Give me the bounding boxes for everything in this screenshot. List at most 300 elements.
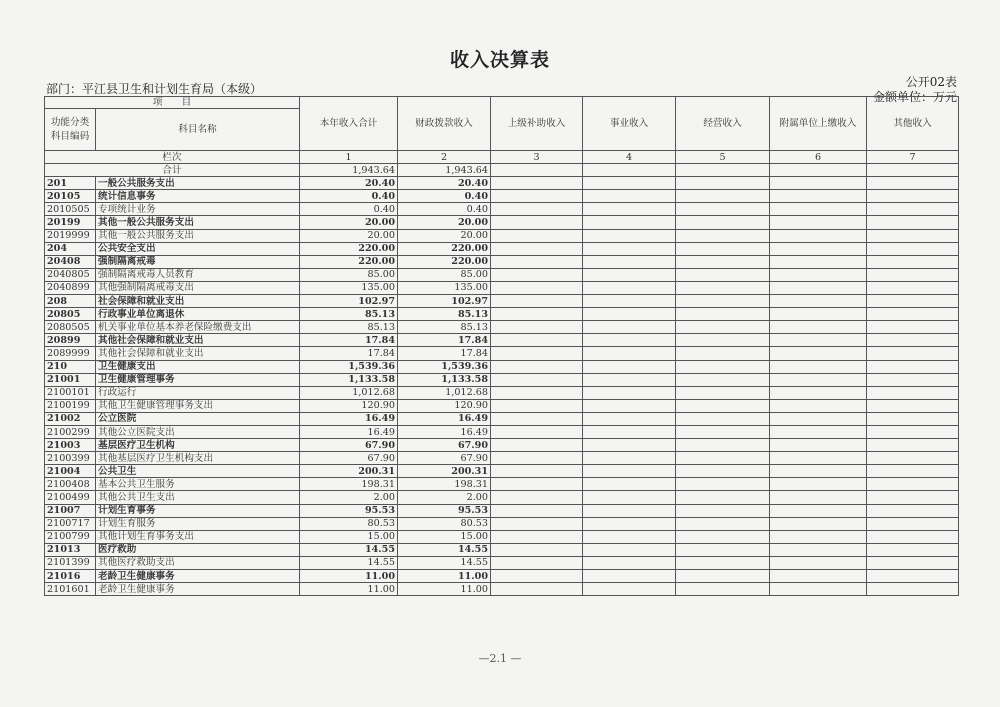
- row-value-4: [583, 439, 676, 452]
- row-value-3: [491, 360, 583, 373]
- row-value-6: [770, 242, 867, 255]
- row-value-7: [867, 373, 959, 386]
- row-name: 老龄卫生健康事务: [96, 583, 300, 596]
- row-code: 20199: [45, 216, 96, 229]
- row-value-5: [676, 570, 770, 583]
- row-value-7: [867, 190, 959, 203]
- total-label: 合计: [45, 164, 300, 177]
- row-name: 老龄卫生健康事务: [96, 570, 300, 583]
- row-value-4: [583, 491, 676, 504]
- row-name: 其他公立医院支出: [96, 425, 300, 438]
- row-value-5: [676, 281, 770, 294]
- row-value-7: [867, 465, 959, 478]
- row-value-4: [583, 295, 676, 308]
- row-value-1: 20.00: [300, 216, 398, 229]
- row-code: 2101601: [45, 583, 96, 596]
- row-name: 其他医疗救助支出: [96, 556, 300, 569]
- row-value-7: [867, 229, 959, 242]
- row-value-6: [770, 425, 867, 438]
- row-value-2: 85.00: [398, 268, 491, 281]
- row-code: 2101399: [45, 556, 96, 569]
- row-name: 强制隔离戒毒人员教育: [96, 268, 300, 281]
- row-value-6: [770, 216, 867, 229]
- row-value-6: [770, 360, 867, 373]
- table-row: [45, 504, 959, 517]
- row-code: 204: [45, 242, 96, 255]
- row-value-5: [676, 583, 770, 596]
- row-value-4: [583, 268, 676, 281]
- row-code: 2100101: [45, 386, 96, 399]
- row-value-2: 16.49: [398, 412, 491, 425]
- row-value-2: 11.00: [398, 583, 491, 596]
- table-row: [45, 203, 959, 216]
- row-value-7: [867, 281, 959, 294]
- row-value-1: 20.00: [300, 229, 398, 242]
- row-code: 20408: [45, 255, 96, 268]
- table-row: [45, 452, 959, 465]
- row-value-3: [491, 412, 583, 425]
- table-row: [45, 229, 959, 242]
- row-value-2: 11.00: [398, 570, 491, 583]
- row-value-1: 85.13: [300, 321, 398, 334]
- header-col-7: 其他收入: [867, 97, 959, 151]
- row-name: 社会保障和就业支出: [96, 295, 300, 308]
- row-value-1: 11.00: [300, 583, 398, 596]
- row-value-5: [676, 177, 770, 190]
- row-code: 21001: [45, 373, 96, 386]
- col-number-6: 6: [770, 151, 867, 164]
- page-number: —2.1 —: [478, 652, 522, 665]
- row-name: 其他卫生健康管理事务支出: [96, 399, 300, 412]
- income-table: [44, 96, 959, 596]
- row-value-1: 14.55: [300, 556, 398, 569]
- row-value-1: 80.53: [300, 517, 398, 530]
- row-name: 其他计划生育事务支出: [96, 530, 300, 543]
- row-value-5: [676, 465, 770, 478]
- col-number-4: 4: [583, 151, 676, 164]
- row-value-4: [583, 347, 676, 360]
- table-row: [45, 177, 959, 190]
- row-value-2: 85.13: [398, 308, 491, 321]
- total-row: [45, 164, 959, 177]
- row-value-1: 1,133.58: [300, 373, 398, 386]
- row-value-1: 2.00: [300, 491, 398, 504]
- table-row: [45, 321, 959, 334]
- row-value-1: 85.00: [300, 268, 398, 281]
- row-value-4: [583, 570, 676, 583]
- row-value-5: [676, 439, 770, 452]
- row-value-1: 11.00: [300, 570, 398, 583]
- row-name: 计划生育服务: [96, 517, 300, 530]
- row-name: 卫生健康管理事务: [96, 373, 300, 386]
- row-value-4: [583, 229, 676, 242]
- row-value-3: [491, 583, 583, 596]
- row-value-7: [867, 412, 959, 425]
- col-number-1: 1: [300, 151, 398, 164]
- row-name: 其他公共卫生支出: [96, 491, 300, 504]
- row-value-4: [583, 190, 676, 203]
- row-value-3: [491, 452, 583, 465]
- total-value-4: [583, 164, 676, 177]
- row-name: 其他基层医疗卫生机构支出: [96, 452, 300, 465]
- table-row: [45, 412, 959, 425]
- row-value-2: 1,539.36: [398, 360, 491, 373]
- row-value-2: 220.00: [398, 242, 491, 255]
- row-code: 21016: [45, 570, 96, 583]
- header-subject-name: 科目名称: [96, 109, 300, 151]
- department-label: 部门：平江县卫生和计划生育局（本级）: [46, 82, 263, 96]
- table-row: [45, 556, 959, 569]
- row-name: 其他强制隔离戒毒支出: [96, 281, 300, 294]
- row-value-3: [491, 517, 583, 530]
- row-value-4: [583, 583, 676, 596]
- row-value-4: [583, 334, 676, 347]
- header-lanci: 栏次: [45, 151, 300, 164]
- row-value-6: [770, 491, 867, 504]
- row-value-5: [676, 347, 770, 360]
- row-value-5: [676, 530, 770, 543]
- row-code: 208: [45, 295, 96, 308]
- row-value-7: [867, 347, 959, 360]
- row-name: 卫生健康支出: [96, 360, 300, 373]
- row-value-2: 1,133.58: [398, 373, 491, 386]
- row-value-5: [676, 268, 770, 281]
- table-row: [45, 439, 959, 452]
- row-name: 基本公共卫生服务: [96, 478, 300, 491]
- row-value-2: 220.00: [398, 255, 491, 268]
- header-col-5: 经营收入: [676, 97, 770, 151]
- row-value-3: [491, 347, 583, 360]
- row-name: 专项统计业务: [96, 203, 300, 216]
- row-value-3: [491, 425, 583, 438]
- row-value-6: [770, 268, 867, 281]
- row-value-7: [867, 308, 959, 321]
- row-value-3: [491, 190, 583, 203]
- table-row: [45, 190, 959, 203]
- row-code: 201: [45, 177, 96, 190]
- row-value-2: 1,012.68: [398, 386, 491, 399]
- row-value-5: [676, 308, 770, 321]
- row-value-3: [491, 255, 583, 268]
- row-name: 行政运行: [96, 386, 300, 399]
- row-value-1: 0.40: [300, 203, 398, 216]
- row-value-3: [491, 399, 583, 412]
- row-value-7: [867, 570, 959, 583]
- row-value-2: 135.00: [398, 281, 491, 294]
- row-value-4: [583, 308, 676, 321]
- row-value-4: [583, 412, 676, 425]
- row-value-7: [867, 478, 959, 491]
- table-row: [45, 268, 959, 281]
- row-value-4: [583, 255, 676, 268]
- row-value-5: [676, 229, 770, 242]
- row-value-3: [491, 478, 583, 491]
- row-value-7: [867, 399, 959, 412]
- table-row: [45, 491, 959, 504]
- row-code: 2100799: [45, 530, 96, 543]
- row-value-2: 80.53: [398, 517, 491, 530]
- row-value-6: [770, 517, 867, 530]
- row-code: 20805: [45, 308, 96, 321]
- row-value-3: [491, 295, 583, 308]
- row-name: 公共安全支出: [96, 242, 300, 255]
- row-value-5: [676, 255, 770, 268]
- table-row: [45, 360, 959, 373]
- row-value-3: [491, 439, 583, 452]
- row-value-1: 17.84: [300, 334, 398, 347]
- row-code: 2100199: [45, 399, 96, 412]
- row-value-3: [491, 177, 583, 190]
- row-value-6: [770, 570, 867, 583]
- row-value-1: 67.90: [300, 452, 398, 465]
- row-name: 机关事业单位基本养老保险缴费支出: [96, 321, 300, 334]
- row-code: 21003: [45, 439, 96, 452]
- header-item: 项 目: [45, 97, 300, 109]
- row-value-1: 95.53: [300, 504, 398, 517]
- row-value-6: [770, 281, 867, 294]
- row-value-3: [491, 373, 583, 386]
- row-value-4: [583, 517, 676, 530]
- row-value-1: 1,012.68: [300, 386, 398, 399]
- row-value-6: [770, 543, 867, 556]
- row-name: 计划生育事务: [96, 504, 300, 517]
- row-value-1: 14.55: [300, 543, 398, 556]
- row-value-2: 67.90: [398, 452, 491, 465]
- row-value-1: 15.00: [300, 530, 398, 543]
- row-value-1: 102.97: [300, 295, 398, 308]
- row-value-6: [770, 439, 867, 452]
- table-row: [45, 517, 959, 530]
- row-value-5: [676, 334, 770, 347]
- row-value-5: [676, 399, 770, 412]
- row-value-1: 220.00: [300, 242, 398, 255]
- row-value-1: 198.31: [300, 478, 398, 491]
- row-value-2: 17.84: [398, 347, 491, 360]
- row-value-7: [867, 295, 959, 308]
- row-value-4: [583, 203, 676, 216]
- row-value-6: [770, 452, 867, 465]
- row-value-7: [867, 556, 959, 569]
- table-row: [45, 308, 959, 321]
- row-value-5: [676, 373, 770, 386]
- row-value-7: [867, 334, 959, 347]
- row-value-6: [770, 556, 867, 569]
- row-value-7: [867, 386, 959, 399]
- total-value-6: [770, 164, 867, 177]
- table-row: [45, 583, 959, 596]
- row-value-6: [770, 373, 867, 386]
- row-name: 强制隔离戒毒: [96, 255, 300, 268]
- row-value-6: [770, 255, 867, 268]
- row-name: 统计信息事务: [96, 190, 300, 203]
- table-row: [45, 399, 959, 412]
- row-value-6: [770, 295, 867, 308]
- row-value-6: [770, 334, 867, 347]
- row-value-2: 120.90: [398, 399, 491, 412]
- row-value-7: [867, 452, 959, 465]
- row-value-4: [583, 465, 676, 478]
- header-col-1: 本年收入合计: [300, 97, 398, 151]
- header-col-6: 附属单位上缴收入: [770, 97, 867, 151]
- row-value-4: [583, 321, 676, 334]
- row-code: 2040899: [45, 281, 96, 294]
- row-value-1: 17.84: [300, 347, 398, 360]
- row-value-3: [491, 242, 583, 255]
- row-value-4: [583, 360, 676, 373]
- row-value-7: [867, 530, 959, 543]
- row-value-1: 120.90: [300, 399, 398, 412]
- form-number: 公开02表: [905, 75, 957, 89]
- row-value-7: [867, 425, 959, 438]
- row-value-7: [867, 203, 959, 216]
- row-value-6: [770, 177, 867, 190]
- row-value-7: [867, 242, 959, 255]
- row-name: 医疗救助: [96, 543, 300, 556]
- row-value-7: [867, 216, 959, 229]
- row-value-1: 85.13: [300, 308, 398, 321]
- row-value-1: 200.31: [300, 465, 398, 478]
- row-value-5: [676, 478, 770, 491]
- row-value-4: [583, 543, 676, 556]
- row-value-6: [770, 347, 867, 360]
- row-value-2: 16.49: [398, 425, 491, 438]
- row-value-3: [491, 543, 583, 556]
- row-value-7: [867, 439, 959, 452]
- row-value-5: [676, 425, 770, 438]
- row-value-4: [583, 177, 676, 190]
- row-code: 2100717: [45, 517, 96, 530]
- row-value-2: 20.40: [398, 177, 491, 190]
- row-value-4: [583, 530, 676, 543]
- row-value-5: [676, 543, 770, 556]
- row-value-2: 67.90: [398, 439, 491, 452]
- row-value-5: [676, 295, 770, 308]
- row-value-4: [583, 556, 676, 569]
- row-value-6: [770, 321, 867, 334]
- row-name: 一般公共服务支出: [96, 177, 300, 190]
- row-value-1: 67.90: [300, 439, 398, 452]
- row-value-3: [491, 570, 583, 583]
- row-value-3: [491, 268, 583, 281]
- row-code: 2100408: [45, 478, 96, 491]
- row-code: 21002: [45, 412, 96, 425]
- row-code: 20899: [45, 334, 96, 347]
- row-value-1: 20.40: [300, 177, 398, 190]
- row-value-4: [583, 399, 676, 412]
- table-row: [45, 530, 959, 543]
- col-number-7: 7: [867, 151, 959, 164]
- row-value-6: [770, 412, 867, 425]
- row-value-2: 20.00: [398, 216, 491, 229]
- row-value-5: [676, 360, 770, 373]
- row-value-6: [770, 399, 867, 412]
- row-code: 21013: [45, 543, 96, 556]
- row-value-4: [583, 504, 676, 517]
- row-value-7: [867, 360, 959, 373]
- row-value-5: [676, 556, 770, 569]
- header-col-2: 财政拨款收入: [398, 97, 491, 151]
- row-value-4: [583, 452, 676, 465]
- row-value-6: [770, 465, 867, 478]
- row-value-2: 14.55: [398, 556, 491, 569]
- row-code: 2089999: [45, 347, 96, 360]
- row-code: 2100499: [45, 491, 96, 504]
- row-value-2: 95.53: [398, 504, 491, 517]
- row-name: 行政事业单位离退休: [96, 308, 300, 321]
- table-row: [45, 373, 959, 386]
- row-code: 2010505: [45, 203, 96, 216]
- row-value-3: [491, 216, 583, 229]
- table-row: [45, 478, 959, 491]
- row-value-2: 17.84: [398, 334, 491, 347]
- row-code: 21007: [45, 504, 96, 517]
- row-value-3: [491, 465, 583, 478]
- row-value-7: [867, 255, 959, 268]
- row-value-5: [676, 412, 770, 425]
- row-value-2: 0.40: [398, 190, 491, 203]
- row-value-1: 135.00: [300, 281, 398, 294]
- row-code: 2080505: [45, 321, 96, 334]
- row-value-2: 198.31: [398, 478, 491, 491]
- col-number-2: 2: [398, 151, 491, 164]
- row-value-6: [770, 504, 867, 517]
- row-name: 其他一般公共服务支出: [96, 229, 300, 242]
- row-code: 2100299: [45, 425, 96, 438]
- row-value-6: [770, 203, 867, 216]
- row-value-2: 2.00: [398, 491, 491, 504]
- row-value-1: 0.40: [300, 190, 398, 203]
- table-row: [45, 295, 959, 308]
- total-value-3: [491, 164, 583, 177]
- row-code: 21004: [45, 465, 96, 478]
- row-value-5: [676, 190, 770, 203]
- row-value-3: [491, 556, 583, 569]
- row-value-4: [583, 425, 676, 438]
- row-value-4: [583, 242, 676, 255]
- row-value-2: 14.55: [398, 543, 491, 556]
- row-value-2: 20.00: [398, 229, 491, 242]
- row-value-7: [867, 321, 959, 334]
- table-row: [45, 281, 959, 294]
- row-value-5: [676, 452, 770, 465]
- row-value-7: [867, 177, 959, 190]
- row-value-7: [867, 491, 959, 504]
- row-value-7: [867, 504, 959, 517]
- row-value-5: [676, 517, 770, 530]
- row-value-3: [491, 203, 583, 216]
- col-number-3: 3: [491, 151, 583, 164]
- row-value-2: 102.97: [398, 295, 491, 308]
- table-row: [45, 425, 959, 438]
- row-value-4: [583, 386, 676, 399]
- table-row: [45, 465, 959, 478]
- row-value-3: [491, 281, 583, 294]
- row-name: 其他一般公共服务支出: [96, 216, 300, 229]
- table-row: [45, 255, 959, 268]
- table-row: [45, 347, 959, 360]
- row-value-3: [491, 321, 583, 334]
- row-value-6: [770, 478, 867, 491]
- row-value-6: [770, 229, 867, 242]
- header-func-code: 功能分类科目编码: [45, 109, 96, 151]
- total-value-2: 1,943.64: [398, 164, 491, 177]
- row-name: 其他社会保障和就业支出: [96, 334, 300, 347]
- row-code: 2100399: [45, 452, 96, 465]
- row-value-6: [770, 386, 867, 399]
- total-value-7: [867, 164, 959, 177]
- document-title: 收入决算表: [449, 49, 550, 71]
- row-value-5: [676, 321, 770, 334]
